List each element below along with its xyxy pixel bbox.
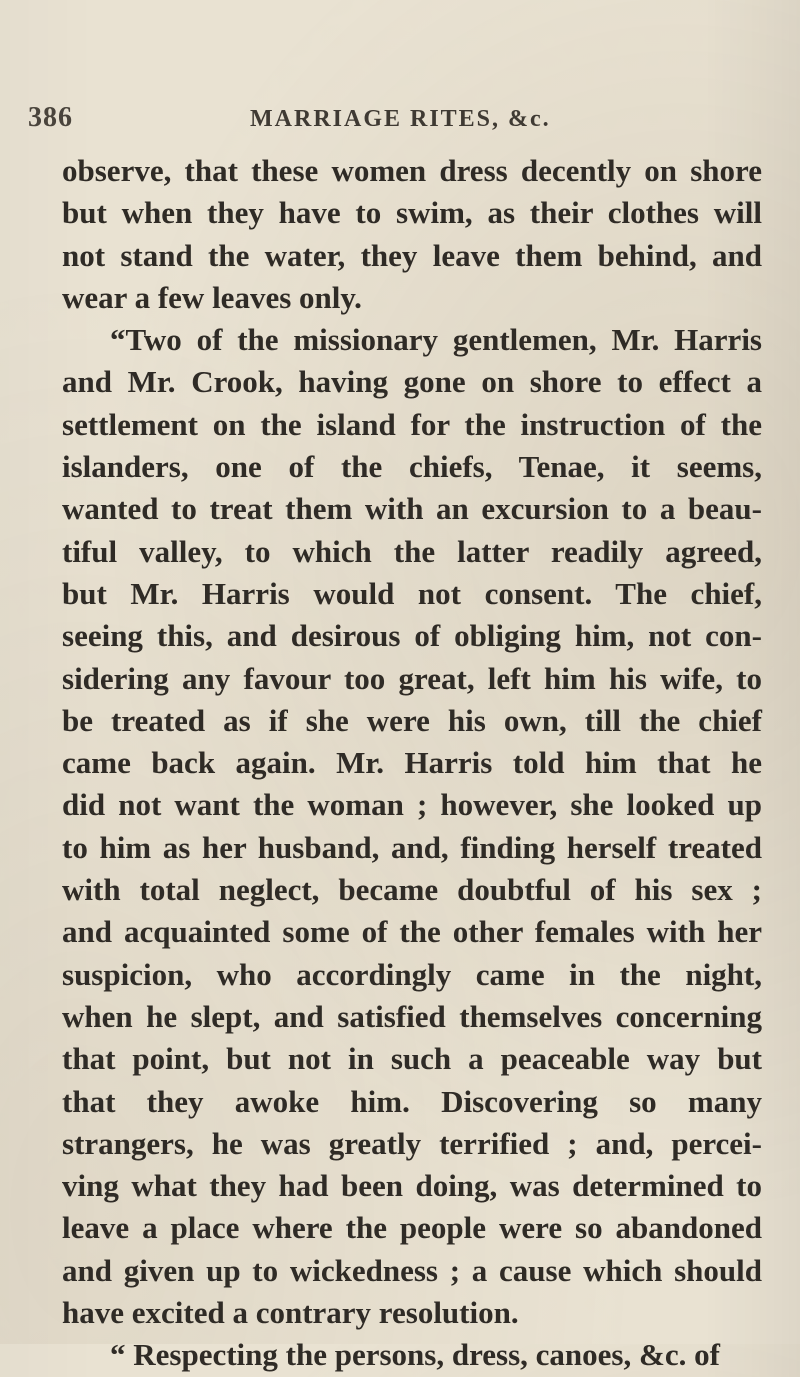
text-line: came back again. Mr. Harris told him that he [62,745,762,781]
text-line: observe, that these women dress decently on shore [62,153,762,188]
text-line: tiful valley, to which the latter readily agreed, [62,533,762,569]
text-line: have excited a contrary resolution. [62,1295,519,1331]
text-line: be treated as if she were his own, till the chief [62,702,762,738]
text-line: “ Respecting the persons, dress, canoes, &c. of [110,1337,720,1373]
text-line: sidering any favour too great, left him his wife, to [62,660,762,696]
text-line: that they awoke him. Discovering so many [62,1083,762,1119]
text-line: but when they have to swim, as their clothes will [62,195,762,231]
text-line: and given up to wickedness ; a cause which should [62,1252,762,1288]
running-head [28,102,768,142]
text-line: settlement on the island for the instruction of the [62,406,762,442]
text-line: suspicion, who accordingly came in the night, [62,956,762,992]
running-title: MARRIAGE RITES, &c. [250,106,551,132]
page-number: 386 [28,102,73,133]
text-line: wanted to treat them with an excursion to a beau- [62,491,762,527]
text-line: islanders, one of the chiefs, Tenae, it seems, [62,449,762,485]
text-line: seeing this, and desirous of obliging him, not con- [62,618,762,654]
text-line: and Mr. Crook, having gone on shore to effect a [62,364,762,400]
text-line: when he slept, and satisfied themselves concerning [62,998,762,1034]
text-line: leave a place where the people were so abandoned [62,1210,762,1246]
text-line: did not want the woman ; however, she looked up [62,787,762,823]
text-line: with total neglect, became doubtful of his sex ; [62,872,762,908]
text-line: but Mr. Harris would not consent. The chief, [62,575,762,611]
text-line: that point, but not in such a peaceable way but [62,1041,762,1077]
text-line: and acquainted some of the other females with her [62,914,762,950]
text-line: not stand the water, they leave them behind, and [62,237,762,273]
body-text [62,150,762,1377]
text-line: to him as her husband, and, finding herself treated [62,829,762,865]
text-line: strangers, he was greatly terrified ; and, percei- [62,1125,762,1161]
text-line: ving what they had been doing, was determined to [62,1168,762,1204]
text-line: “Two of the missionary gentlemen, Mr. Harris [110,322,762,358]
text-line: wear a few leaves only. [62,279,362,315]
